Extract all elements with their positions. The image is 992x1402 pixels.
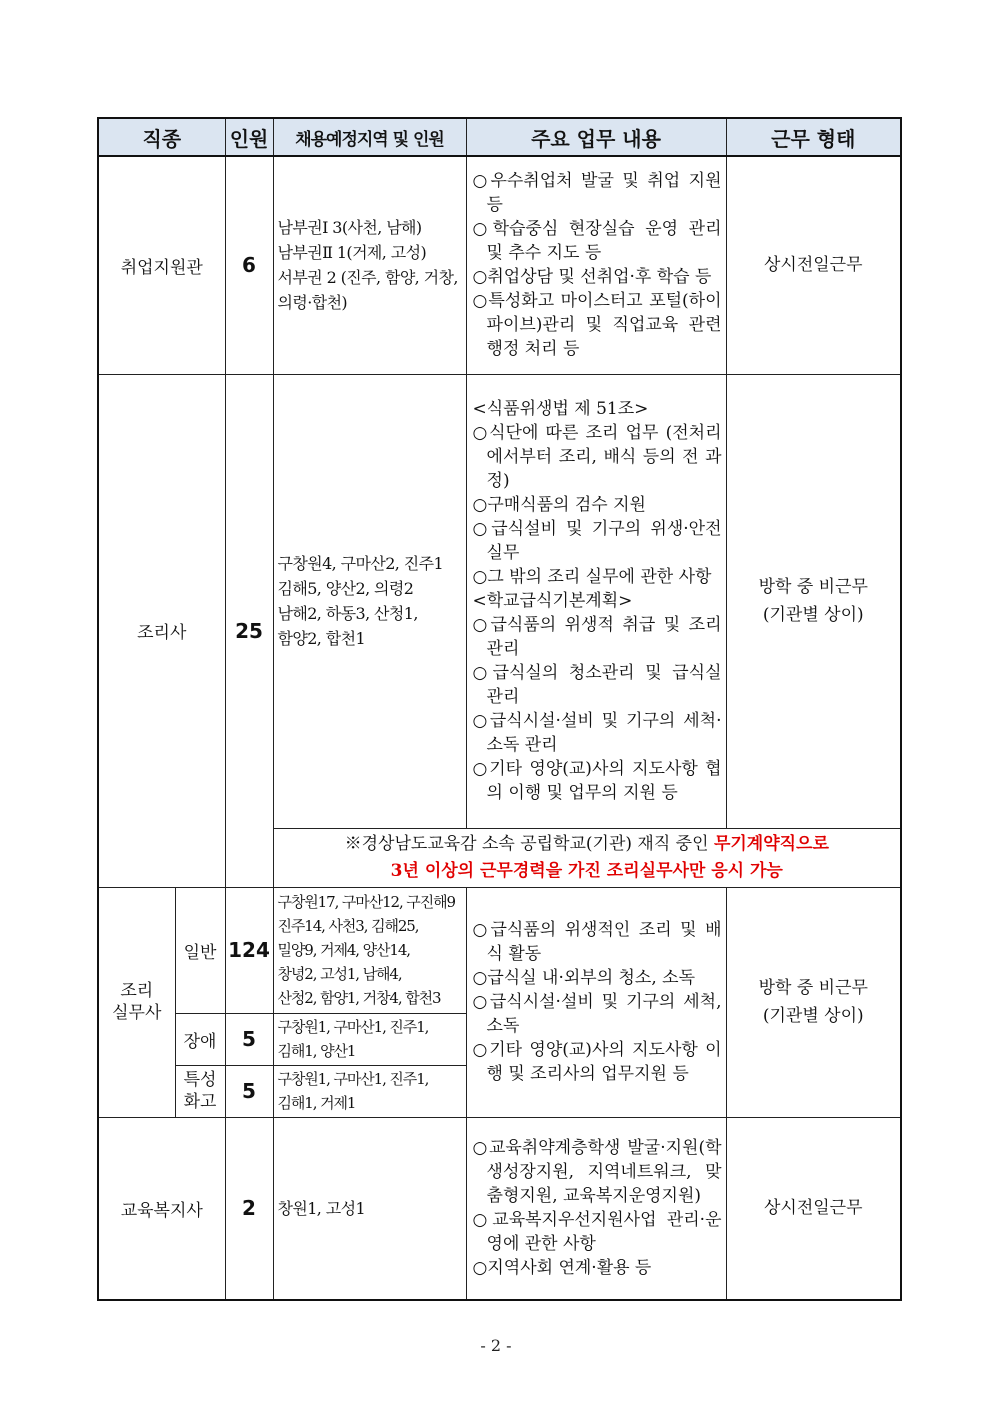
- duty-item: ○식단에 따른 조리 업무 (전처리에서부터 조리, 배식 등의 전 과정): [472, 423, 722, 491]
- region-cell: [273, 1013, 466, 1065]
- duty-item: ○기타 영양(교)사의 지도사항 이행 및 조리사의 업무지원 등: [472, 1040, 722, 1084]
- region-line: 구창원4, 구마산2, 진주1: [277, 554, 444, 573]
- duty-item: ○급식실 내·외부의 청소, 소독: [472, 968, 696, 988]
- duties-cell: [466, 887, 726, 1117]
- duty-heading: <학교급식기본계획>: [472, 591, 633, 611]
- work-form: 상시전일근무: [726, 156, 901, 374]
- job-title-line: 실무사: [112, 1003, 162, 1023]
- work-form: [726, 887, 901, 1117]
- region-cell: [273, 156, 466, 374]
- work-form-line: (기관별 상이): [762, 1006, 864, 1026]
- table-header-row: [98, 118, 901, 156]
- region-line: 구창원17, 구마산12, 구진해9: [277, 893, 455, 911]
- job-count: 6: [225, 156, 273, 374]
- duty-item: ○기타 영양(교)사의 지도사항 협의 이행 및 업무의 지원 등: [472, 759, 722, 803]
- duties-cell: [466, 374, 726, 828]
- duty-item: ○급식시설·설비 및 기구의 세척, 소독: [472, 992, 722, 1036]
- eligibility-note: [273, 828, 901, 887]
- sub-category: 일반: [175, 887, 225, 1013]
- job-title: [98, 887, 175, 1117]
- duty-item: ○급식설비 및 기구의 위생·안전 실무: [472, 519, 722, 563]
- region-cell: [273, 1117, 466, 1300]
- duty-heading: <식품위생법 제 51조>: [472, 399, 649, 419]
- duties-cell: [466, 1117, 726, 1300]
- sub-category: 장애: [175, 1013, 225, 1065]
- table-row: [98, 1117, 901, 1300]
- duty-item: ○우수취업처 발굴 및 취업 지원 등: [472, 171, 722, 216]
- duty-item: ○급식품의 위생적 취급 및 조리 관리: [472, 615, 722, 659]
- job-count: 5: [225, 1013, 273, 1065]
- note-highlight: 무기계약직으로: [713, 833, 829, 854]
- duties-cell: [466, 156, 726, 374]
- note-text: ※경상남도교육감 소속 공립학교(기관) 재직 중인: [344, 833, 714, 854]
- duty-item: ○교육복지우선지원사업 관리·운영에 관한 사항: [472, 1210, 722, 1255]
- work-form-line: (기관별 상이): [762, 605, 864, 625]
- duty-item: ○특성화고 마이스터고 포털(하이파이브)관리 및 직업교육 관련 행정 처리 등: [472, 291, 722, 360]
- region-line: 남부권Ⅱ 1(거제, 고성): [277, 243, 427, 263]
- job-count: 25: [225, 374, 273, 887]
- job-title: 교육복지사: [98, 1117, 225, 1300]
- header-count: 인원: [225, 118, 273, 156]
- region-line: 김해1, 거제1: [277, 1094, 356, 1112]
- duty-item: ○취업상담 및 선취업·후 학습 등: [472, 267, 712, 288]
- duty-item: ○그 밖의 조리 실무에 관한 사항: [472, 567, 712, 587]
- duty-item: ○급식실의 청소관리 및 급식실 관리: [472, 663, 722, 707]
- job-table: [97, 117, 902, 1301]
- duty-item: ○급식품의 위생적인 조리 및 배식 활동: [472, 920, 722, 964]
- duty-item: ○학습중심 현장실습 운영 관리 및 추수 지도 등: [472, 219, 722, 264]
- note-highlight: 3년 이상의 근무경력을 가진 조리실무사만 응시 가능: [390, 860, 783, 881]
- job-count: 2: [225, 1117, 273, 1300]
- header-region: 채용예정지역 및 인원: [273, 118, 466, 156]
- header-job: 직종: [98, 118, 225, 156]
- job-count: 124: [225, 887, 273, 1013]
- region-line: 구창원1, 구마산1, 진주1,: [277, 1018, 429, 1036]
- work-form-line: 방학 중 비근무: [758, 577, 868, 597]
- region-line: 남해2, 하동3, 산청1,: [277, 604, 418, 623]
- job-title: 조리사: [98, 374, 225, 887]
- duty-item: ○급식시설·설비 및 기구의 세척·소독 관리: [472, 711, 722, 755]
- region-line: 진주14, 사천3, 김해25,: [277, 917, 419, 935]
- duty-item: ○지역사회 연계·활용 등: [472, 1258, 652, 1279]
- duty-item: ○교육취약계층학생 발굴·지원(학생성장지원, 지역네트워크, 맞춤형지원, 교육복지운영지원): [472, 1138, 722, 1207]
- region-line: 함양2, 합천1: [277, 629, 366, 648]
- region-cell: [273, 374, 466, 828]
- region-cell: [273, 1065, 466, 1117]
- region-line: 창원1, 고성1: [277, 1198, 366, 1218]
- region-line: 창녕2, 고성1, 남해4,: [277, 965, 402, 983]
- job-title: 취업지원관: [98, 156, 225, 374]
- region-line: 밀양9, 거제4, 양산14,: [277, 941, 410, 959]
- region-line: 김해1, 양산1: [277, 1042, 356, 1060]
- region-cell: [273, 887, 466, 1013]
- region-line: 김해5, 양산2, 의령2: [277, 579, 414, 598]
- header-work-form: 근무 형태: [726, 118, 901, 156]
- region-line: 서부권 2 (진주, 함양, 거창,: [277, 268, 458, 288]
- table-row: [98, 156, 901, 374]
- table-row: [98, 374, 901, 828]
- sub-category: [175, 1065, 225, 1117]
- work-form: [726, 374, 901, 828]
- region-line: 의령·합천): [277, 293, 348, 313]
- work-form: 상시전일근무: [726, 1117, 901, 1300]
- duty-item: ○구매식품의 검수 지원: [472, 495, 646, 515]
- job-count: 5: [225, 1065, 273, 1117]
- region-line: 남부권Ⅰ 3(사천, 남해): [277, 218, 422, 238]
- header-duties: 주요 업무 내용: [466, 118, 726, 156]
- page-number: - 2 -: [480, 1336, 512, 1355]
- region-line: 구창원1, 구마산1, 진주1,: [277, 1070, 429, 1088]
- job-title-line: 조리: [120, 981, 154, 1001]
- work-form-line: 방학 중 비근무: [758, 978, 868, 998]
- sub-category-line: 화고: [183, 1092, 217, 1112]
- table-row: [98, 887, 901, 1013]
- sub-category-line: 특성: [183, 1070, 217, 1090]
- region-line: 산청2, 함양1, 거창4, 합천3: [277, 989, 441, 1007]
